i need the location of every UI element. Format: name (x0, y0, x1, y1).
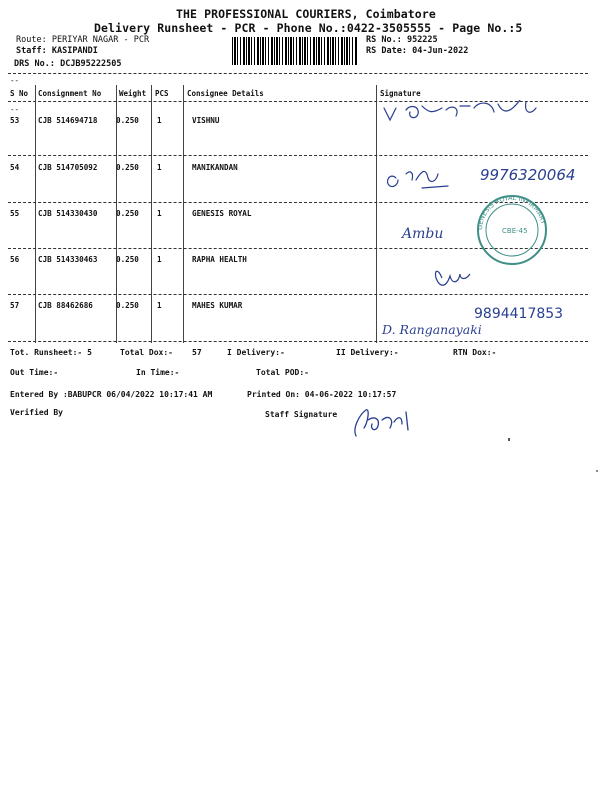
rtn-dox: RTN Dox:- (453, 348, 497, 357)
col-pcs: PCS (155, 89, 169, 98)
cell-pcs: 1 (157, 255, 162, 264)
signature-stroke (388, 171, 448, 188)
pre-header-mark: -- (10, 76, 20, 85)
col-signature: Signature (380, 89, 421, 98)
rs-no-label: RS No.: (366, 35, 402, 45)
cell-consignee: GENESIS ROYAL (192, 209, 252, 218)
cell-weight: 0.250 (116, 301, 139, 310)
runsheet-title: Delivery Runsheet - PCR - Phone No.:0422-3505555 - Page No.:5 (94, 21, 523, 35)
col-line (151, 85, 152, 343)
cell-consignment: CJB 514330463 (38, 255, 98, 264)
tot-runsheet: Tot. Runsheet:- 5 (10, 348, 92, 357)
col-sno: S No (10, 89, 29, 98)
divider (8, 73, 588, 74)
route-row (16, 35, 149, 45)
cell-consignment: CJB 514705092 (38, 163, 98, 172)
col-line (35, 85, 36, 343)
signature-text: D. Ranganayaki (382, 322, 482, 337)
staff-signature-label: Staff Signature (265, 410, 338, 419)
cell-pcs: 1 (157, 163, 162, 172)
signature-text: Ambu (402, 226, 444, 242)
cell-pcs: 1 (157, 301, 162, 310)
staff-signature-image (346, 398, 422, 444)
cell-consignment: CJB 514330430 (38, 209, 98, 218)
total-dox-label: Total Dox:- (120, 348, 173, 357)
company-title: THE PROFESSIONAL COURIERS, Coimbatore (176, 7, 436, 21)
col-consignee: Consignee Details (187, 89, 264, 98)
rs-date-label: RS Date: (366, 46, 407, 56)
drs-value: DCJB95222505 (60, 59, 122, 69)
cell-sno: 54 (10, 163, 20, 172)
cell-pcs: 1 (157, 209, 162, 218)
i-delivery: I Delivery:- (227, 348, 285, 357)
signature-stroke (355, 410, 408, 436)
total-dox-value: 57 (192, 348, 202, 357)
cell-consignment: CJB 514694718 (38, 116, 98, 125)
signature-stroke (384, 108, 396, 120)
cell-weight: 0.250 (116, 163, 139, 172)
stamp-center: CBE-45 (502, 227, 528, 235)
rs-date-row (366, 46, 468, 56)
rs-no-value: 952225 (406, 35, 438, 45)
scan-speck (596, 470, 598, 472)
col-consignment: Consignment No (38, 89, 102, 98)
route-label: Route: (16, 35, 47, 45)
drs-label: DRS No.: (14, 59, 55, 69)
cell-consignment: CJB 88462686 (38, 301, 93, 310)
cell-sno: 57 (10, 301, 20, 310)
col-line (183, 85, 184, 343)
entered-by: Entered By :BABUPCR 06/04/2022 10:17:41 AM (10, 390, 213, 399)
route-value: PERIYAR NAGAR - PCR (51, 35, 150, 45)
signature-area (376, 100, 588, 345)
cell-pcs: 1 (157, 116, 162, 125)
out-time: Out Time:- (10, 368, 59, 377)
cell-consignee: RAPHA HEALTH (192, 255, 247, 264)
cell-consignee: MANIKANDAN (192, 163, 238, 172)
staff-value: KASIPANDI (51, 46, 98, 56)
cell-sno: 55 (10, 209, 20, 218)
rs-no-row (366, 35, 438, 45)
staff-row (16, 46, 98, 56)
col-weight: Weight (119, 89, 147, 98)
cell-consignee: MAHES KUMAR (192, 301, 243, 310)
signature-stroke (406, 100, 536, 118)
signature-stroke (435, 271, 470, 285)
rs-date-value: 04-Jun-2022 (412, 46, 469, 56)
verified-by: Verified By (10, 408, 63, 417)
barcode (232, 37, 358, 65)
in-time: In Time:- (136, 368, 180, 377)
cell-weight: 0.250 (116, 255, 139, 264)
ii-delivery: II Delivery:- (336, 348, 399, 357)
cell-consignee: VISHNU (192, 116, 220, 125)
cell-weight: 0.250 (116, 209, 139, 218)
cell-sno: 53 (10, 116, 20, 125)
stamp-text: GENESIS ROYAL INFIRMARY (475, 193, 548, 231)
phone-handwritten: 9894417853 (474, 306, 564, 322)
stamp (476, 194, 547, 264)
phone-handwritten: 9976320064 (480, 166, 576, 184)
row-prefix-mark: -- (10, 105, 20, 114)
cell-sno: 56 (10, 255, 20, 264)
cell-weight: 0.250 (116, 116, 139, 125)
staff-label: Staff: (16, 46, 47, 56)
printed-on: Printed On: 04-06-2022 10:17:57 (247, 390, 397, 399)
drs-row (14, 59, 122, 69)
total-pod: Total POD:- (256, 368, 309, 377)
scan-speck (508, 438, 510, 441)
